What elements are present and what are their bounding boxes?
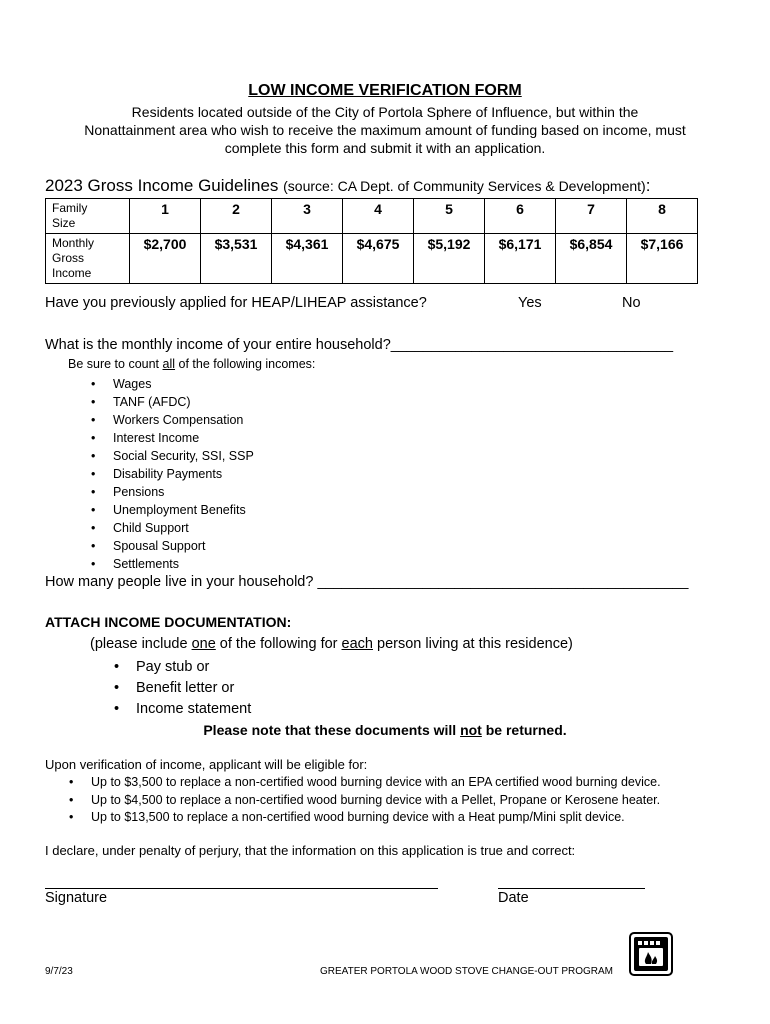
family-size-cell: 2: [201, 199, 272, 234]
attach-heading: ATTACH INCOME DOCUMENTATION:: [45, 614, 292, 630]
bullet-icon: •: [91, 557, 96, 571]
household-size-question[interactable]: How many people live in your household? ______________________________________________: [45, 574, 689, 590]
monthly-income-label-line-1: Monthly: [52, 236, 95, 250]
monthly-income-cell: $6,854: [556, 234, 627, 284]
guidelines-heading: [45, 176, 650, 196]
bullet-icon: •: [69, 810, 74, 824]
bullet-icon: •: [91, 449, 96, 463]
note-text-2: be returned.: [481, 722, 567, 738]
note-text-1: Please note that these documents will: [203, 722, 461, 738]
bullet-icon: •: [114, 701, 120, 717]
signature-label: Signature: [45, 890, 108, 906]
eligibility-item-text: Up to $4,500 to replace a non-certified wood burning device with a Pellet, Propane or Kerosene heater.: [91, 792, 661, 807]
income-guidelines-table: [45, 198, 698, 284]
family-size-label: [46, 199, 130, 234]
attach-subheading: [90, 636, 573, 652]
monthly-income-label-line-2: Gross: [52, 251, 85, 265]
intro-line-1: Residents located outside of the City of Portola Sphere of Influence, but within the: [131, 104, 639, 120]
date-line[interactable]: [498, 888, 645, 889]
documents-list: [114, 657, 252, 720]
list-item: [91, 501, 254, 519]
list-item: [91, 483, 254, 501]
list-item: [114, 699, 252, 720]
attach-sub-each: each: [341, 636, 373, 652]
wood-stove-logo-icon: [629, 932, 673, 976]
attach-sub-text-3: person living at this residence): [372, 636, 573, 652]
list-item: [69, 809, 661, 827]
family-size-cell: 1: [130, 199, 201, 234]
heap-no-option[interactable]: No: [622, 295, 641, 311]
bullet-icon: •: [69, 792, 74, 807]
list-item: [91, 429, 254, 447]
intro-line-3: complete this form and submit it with an application.: [224, 140, 546, 156]
family-size-label-line-2: Size: [52, 216, 76, 230]
eligibility-intro: Upon verification of income, applicant will be eligible for:: [45, 757, 368, 772]
count-instruction-post: of the following incomes:: [175, 357, 316, 371]
monthly-income-cell: $4,361: [272, 234, 343, 284]
income-type-label: Wages: [113, 377, 152, 391]
heap-question: Have you previously applied for HEAP/LIHEAP assistance?: [45, 295, 427, 311]
bullet-icon: •: [91, 377, 96, 391]
document-type-label: Pay stub or: [136, 659, 210, 675]
family-size-cell: 4: [343, 199, 414, 234]
list-item: [91, 465, 254, 483]
eligibility-item-text: Up to $13,500 to replace a non-certified wood burning device with a Heat pump/Mini split device.: [91, 810, 625, 824]
list-item: [91, 537, 254, 555]
declaration-text: I declare, under penalty of perjury, that the information on this application is true and correct:: [45, 843, 576, 858]
list-item: [91, 393, 254, 411]
monthly-income-cell: $3,531: [201, 234, 272, 284]
income-type-label: TANF (AFDC): [113, 395, 191, 409]
count-instruction-all: all: [162, 357, 176, 371]
list-item: [114, 678, 251, 699]
list-item: [91, 375, 254, 393]
income-type-label: Spousal Support: [113, 539, 206, 553]
note-not: not: [460, 722, 482, 738]
income-type-label: Disability Payments: [113, 467, 223, 481]
monthly-income-question[interactable]: What is the monthly income of your entire household?___________________________________: [45, 337, 674, 353]
family-size-row: [46, 199, 698, 234]
list-item: [91, 411, 254, 429]
income-type-label: Settlements: [113, 557, 180, 571]
document-type-label: Income statement: [136, 701, 252, 717]
count-instruction: [68, 357, 315, 371]
bullet-icon: •: [91, 395, 96, 409]
document-type-label: Benefit letter or: [136, 680, 235, 696]
list-item: [91, 519, 254, 537]
intro-line-2: Nonattainment area who wish to receive the maximum amount of funding based on income, must: [84, 122, 686, 138]
monthly-income-cell: $5,192: [414, 234, 485, 284]
documents-not-returned-note: [0, 722, 770, 738]
family-size-label-line-1: Family: [52, 201, 88, 215]
guidelines-title: 2023 Gross Income Guidelines: [45, 176, 279, 195]
bullet-icon: •: [114, 680, 120, 696]
monthly-income-cell: $4,675: [343, 234, 414, 284]
family-size-cell: 7: [556, 199, 627, 234]
bullet-icon: •: [91, 485, 96, 499]
list-item: [91, 555, 254, 573]
list-item: [69, 792, 661, 810]
monthly-income-label: [46, 234, 130, 284]
eligibility-list: [69, 774, 661, 827]
income-type-label: Interest Income: [113, 431, 200, 445]
monthly-income-cell: $2,700: [130, 234, 201, 284]
guidelines-colon: :: [645, 176, 651, 195]
footer-date: 9/7/23: [45, 966, 73, 977]
income-type-label: Unemployment Benefits: [113, 503, 246, 517]
attach-sub-text-2: of the following for: [215, 636, 342, 652]
monthly-income-label-line-3: Income: [52, 266, 92, 280]
income-type-label: Pensions: [113, 485, 165, 499]
family-size-cell: 5: [414, 199, 485, 234]
list-item: [91, 447, 254, 465]
family-size-cell: 8: [627, 199, 698, 234]
guidelines-source: (source: CA Dept. of Community Services & Development): [283, 178, 646, 194]
family-size-cell: 6: [485, 199, 556, 234]
bullet-icon: •: [69, 775, 74, 789]
bullet-icon: •: [91, 503, 96, 517]
income-type-label: Child Support: [113, 521, 189, 535]
footer-program: GREATER PORTOLA WOOD STOVE CHANGE-OUT PROGRAM: [320, 966, 614, 977]
bullet-icon: •: [91, 413, 96, 427]
monthly-income-cell: $6,171: [485, 234, 556, 284]
bullet-icon: •: [114, 659, 120, 675]
family-size-cell: 3: [272, 199, 343, 234]
heap-yes-option[interactable]: Yes: [518, 295, 542, 311]
monthly-income-row: [46, 234, 698, 284]
list-item: [69, 774, 661, 792]
bullet-icon: •: [91, 431, 96, 445]
bullet-icon: •: [91, 467, 96, 481]
income-type-label: Social Security, SSI, SSP: [113, 449, 254, 463]
attach-sub-one: one: [191, 636, 216, 652]
income-type-label: Workers Compensation: [113, 413, 244, 427]
list-item: [114, 657, 251, 678]
income-types-list: [91, 375, 254, 573]
form-title: LOW INCOME VERIFICATION FORM: [248, 82, 522, 99]
signature-line[interactable]: [45, 888, 438, 889]
date-label: Date: [498, 890, 529, 906]
eligibility-item-text: Up to $3,500 to replace a non-certified wood burning device with an EPA certified wood burning device.: [91, 775, 661, 789]
bullet-icon: •: [91, 521, 96, 535]
wood-stove-logo-graphic: [629, 932, 673, 976]
intro-text: [50, 103, 720, 157]
attach-sub-text-1: (please include: [90, 636, 192, 652]
bullet-icon: •: [91, 539, 96, 553]
monthly-income-cell: $7,166: [627, 234, 698, 284]
count-instruction-pre: Be sure to count: [68, 357, 163, 371]
